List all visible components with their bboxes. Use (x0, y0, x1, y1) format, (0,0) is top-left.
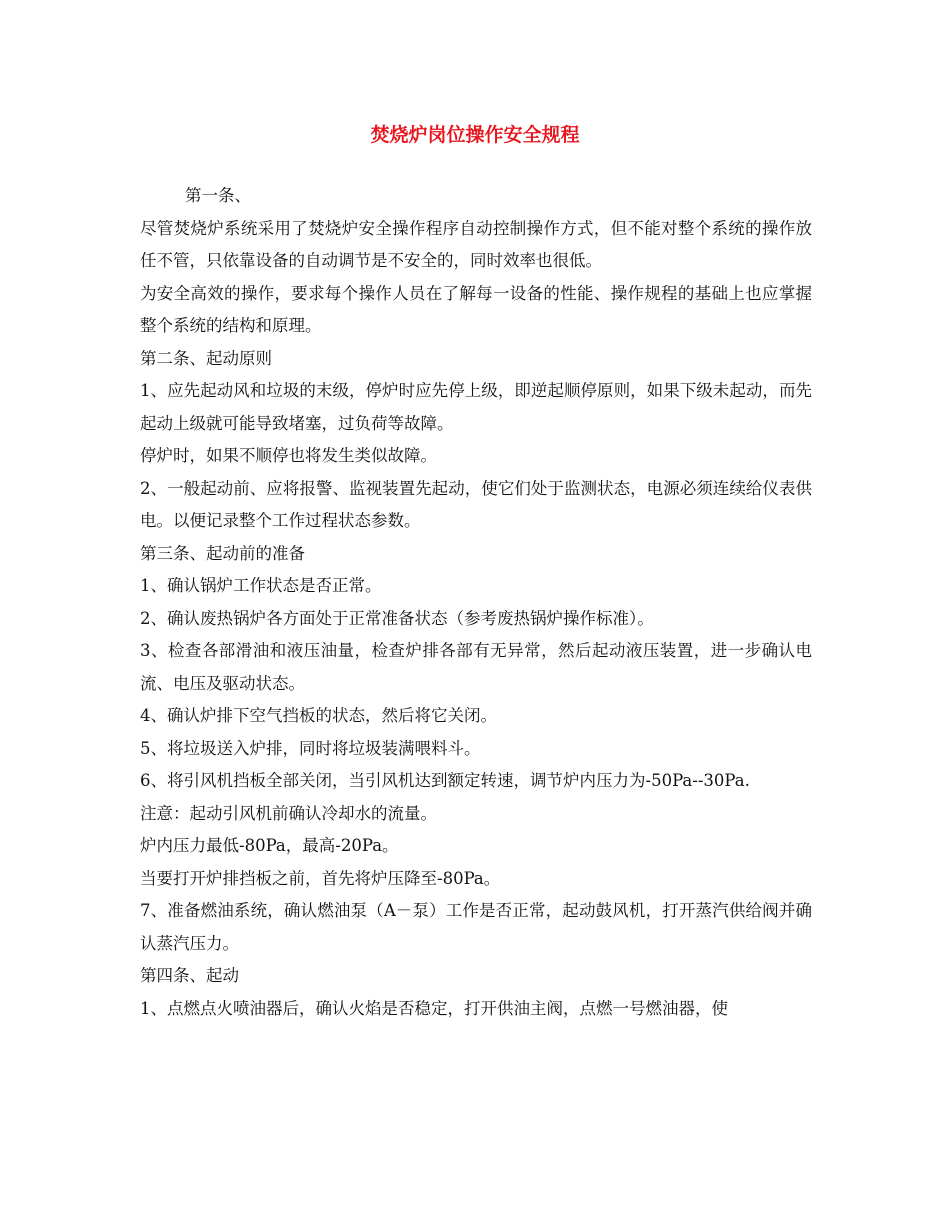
article-heading: 第四条、起动 (140, 966, 239, 985)
list-item: 2、一般起动前、应将报警、监视装置先起动，使它们处于监测状态，电源必须连续给仪表供电。以便记录整个工作过程状态参数。 (140, 478, 812, 530)
list-item: 2、确认废热锅炉各方面处于正常准备状态（参考废热锅炉操作标准）。 (140, 608, 654, 628)
list-item: 6、将引风机挡板全部关闭，当引风机达到额定转速，调节炉内压力为-50Pa--30Pa. (140, 771, 750, 790)
list-item: 7、准备燃油系统，确认燃油泵（A－泵）工作是否正常，起动鼓风机，打开蒸汽供给阀并确认蒸汽压力。 (140, 901, 812, 953)
list-item: 1、点燃点火喷油器后，确认火焰是否稳定，打开供油主阀，点燃一号燃油器，使 (140, 998, 728, 1018)
paragraph: 当要打开炉排挡板之前，首先将炉压降至-80Pa。 (140, 868, 501, 888)
paragraph: 炉内压力最低-80Pa，最高-20Pa。 (140, 836, 399, 855)
list-item: 1、应先起动风和垃圾的末级，停炉时应先停上级，即逆起顺停原则，如果下级未起动，而先起动上级就可能导致堵塞，过负荷等故障。 (140, 381, 812, 433)
article-heading: 第二条、起动原则 (140, 348, 272, 368)
paragraph: 停炉时，如果不顺停也将发生类似故障。 (140, 446, 437, 465)
paragraph: 尽管焚烧炉系统采用了焚烧炉安全操作程序自动控制操作方式，但不能对整个系统的操作放任不管，只依靠设备的自动调节是不安全的，同时效率也很低。 (140, 218, 812, 270)
list-item: 3、检查各部滑油和液压油量，检查炉排各部有无异常，然后起动液压装置，进一步确认电流、电压及驱动状态。 (140, 641, 812, 693)
article-heading: 第一条、 (185, 186, 251, 205)
article-heading: 第三条、起动前的准备 (140, 543, 305, 563)
document-body (140, 180, 812, 1025)
note: 注意：起动引风机前确认冷却水的流量。 (140, 803, 437, 823)
document-title: 焚烧炉岗位操作安全规程 (370, 124, 580, 146)
list-item: 4、确认炉排下空气挡板的状态，然后将它关闭。 (140, 706, 497, 725)
list-item: 1、确认锅炉工作状态是否正常。 (140, 576, 382, 595)
paragraph: 为安全高效的操作，要求每个操作人员在了解每一设备的性能、操作规程的基础上也应掌握整个系统的结构和原理。 (140, 283, 812, 335)
list-item: 5、将垃圾送入炉排，同时将垃圾装满喂料斗。 (140, 738, 481, 758)
